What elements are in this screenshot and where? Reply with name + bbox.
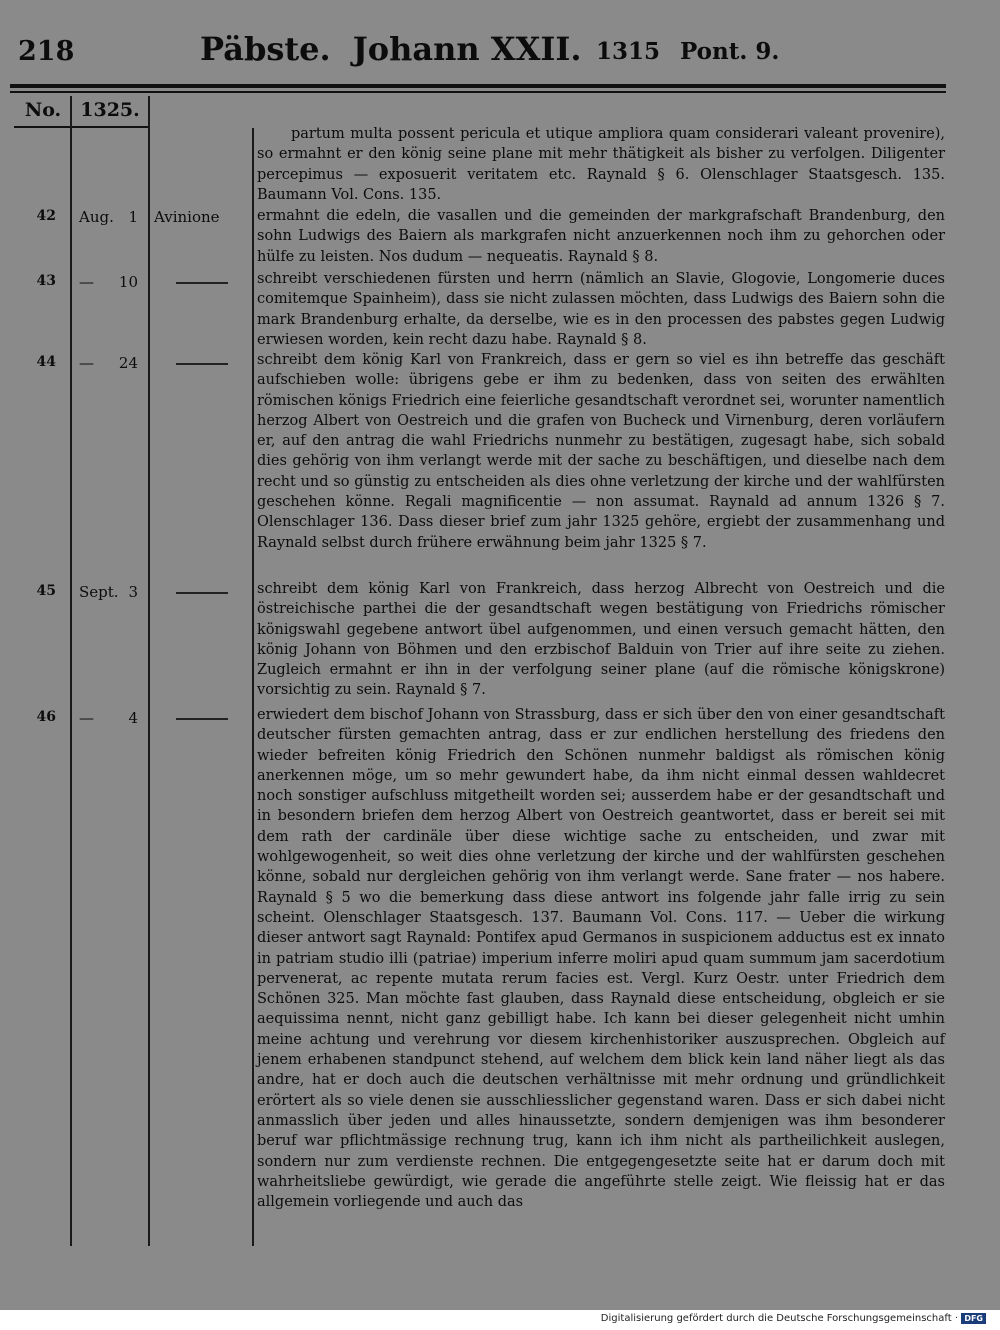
title-part-popes: Päbste. [200, 30, 331, 68]
entry-month: Sept. [79, 583, 119, 601]
page-header [0, 28, 1000, 78]
entry-text: schreibt verschiedenen fürsten und herrn (nämlich an Slavie, Glogovie, Longomerie duces comitemque Spainheim), dass sie nicht zulassen möchten, dass Ludwigs des Baiern sohn die mark Brandenburg erhalte, da derselbe, wie es in den processen des pabstes gegen Ludwig erwiesen worden, kein recht dazu habe. Raynald § 8. [257, 271, 945, 348]
entry-month: — [79, 709, 94, 727]
column-divider-date [148, 96, 150, 1246]
column-divider-place [252, 128, 254, 1246]
entry-month: — [79, 273, 94, 291]
entry-text: erwiedert dem bischof Johann von Strassburg, dass er sich über den von einer gesandtschaft deutscher fürsten gemachten antrag, dass er zur endlichen herstellung des friedens den wieder befreiten könig Friedrich den Schönen nunmehr baldigst als römischen könig anerkennen möge, um so mehr gewundert habe, da ihm nicht einmal dessen wahldecret noch sonstiger aufschluss mitgetheilt worden sei; ausserdem habe er der gesandtschaft und in besondern briefen dem herzog Albert von Oestreich geantwortet, dass er bereit sei mit dem rath der cardinäle über diese wichtige sache zu entscheiden, und zwar mit wohlgewogenheit, so weit dies ohne verletzung der kirche und der wahlfürsten geschehen könne, sobald nur dergleichen gehörig von ihm verlangt werde. Sane frater — nos habere. Raynald § 5 wo die bemerkung dass diese antwort ins folgende jahr falle irrig zu sein scheint. Olenschlager Staatsgesch. 137. Baumann Vol. Cons. 117. — Ueber die wirkung dieser antwort sagt Raynald: Pontifex apud Germanos in suspicionem adductus est ex innato in patriam studio illi (patriae) imperium inferre moliri apud quam summum jam sacerdotium pervenerat, ac repente mutata rerum facies est. Vergl. Kurz Oestr. unter Friedrich dem Schönen 325. Man möchte fast glauben, dass Raynald diese entscheidung, obgleich er sie aequissima nennt, nicht ganz gebilligt habe. Ich kann bei dieser gelegenheit nicht umhin meine achtung und verehrung vor diesem kirchenhistoriker auszusprechen. Obgleich auf jenem erhabenen standpunct stehend, auf welchem dem blick kein land näher liegt als das andre, hat er doch auch die deutschen verhältnisse mit mehr ordnung und gründlichkeit erörtert als so viele denen sie ausschliesslicher gegenstand waren. Dass er sich dabei nicht anmasslich über jeden und alles hinaussetzte, sondern demjenigen was ihm besonderer beruf war pflichtmässige rechnung trug, kann ich ihm nicht als partheilichkeit auslegen, sondern nur zum verdienste rechnen. Die entgegengesetzte seite hat er darum doch mit wahrheitsliebe gewürdigt, wie gerade die angeführte stelle zeigt. Wie fleissig hat er das allgemein vorliegende und auch das [257, 707, 945, 1211]
entry-text: schreibt dem könig Karl von Frankreich, dass er gern so viel es ihn betreffe das geschäft aufschieben wolle: übrigens gebe er ihm zu bedenken, dass von seiten des erwählten römischen königs Friedrich eine feierliche gesandtschaft verordnet sei, worunter namentlich herzog Albert von Oestreich und die grafen von Bucheck und Virnenburg, deren vorläufern er, auf den antrag die wahl Friedrichs nunmehr zu bestätigen, zugesagt habe, sich sobald dies gehörig von ihm verlangt werde mit der sache zu beschäftigen, und dieselbe nach dem recht und so günstig zu entscheiden als dies ohne verletzung der kirche und der wahlfürsten geschehen könne. Regali magnificentie — non assumat. Raynald ad annum 1326 § 7. Olenschlager 136. Dass dieser brief zum jahr 1325 gehöre, ergiebt der zusammenhang und Raynald selbst durch frühere erwähnung beim jahr 1325 § 7. [257, 352, 945, 551]
ditto-rule [176, 282, 228, 284]
entry-day: 24 [118, 354, 138, 372]
funding-credit: Digitalisierung gefördert durch die Deutsche Forschungsgemeinschaft · [600, 1313, 958, 1324]
entry-place-ditto [154, 354, 250, 365]
entry-number: 42 [36, 208, 56, 224]
ditto-rule [176, 592, 228, 594]
page-number: 218 [18, 36, 75, 67]
header-underline-year [72, 126, 148, 128]
header-rule-thick [10, 84, 946, 88]
entry-number: 45 [36, 583, 56, 599]
continuation-text: partum multa possent pericula et utique ampliora quam considerari valeant provenire), so ermahnt er den könig seine plane mit mehr thätigkeit als bisher zu verfolgen. Diligenter percepimus — exposuerit veritatem etc. Raynald § 6. Olenschlager Staatsgesch. 135. Baumann Vol. Cons. 135. [257, 126, 945, 203]
entry-day: 1 [128, 208, 138, 226]
ditto-rule [176, 718, 228, 720]
entry-day: 3 [128, 583, 138, 601]
header-underline-no [14, 126, 70, 128]
column-divider-no [70, 96, 72, 1246]
header-rule-thin [10, 91, 946, 93]
entry-text: schreibt dem könig Karl von Frankreich, dass herzog Albrecht von Oestreich und die östreichische parthei die der gesandtschaft wegen bestätigung von Friedrichs römischer königswahl gegebene antwort übel aufgenommen, und einen versuch gemacht hätten, den könig Johann von Böhmen und den erzbischof Balduin von Trier auf ihre seite zu ziehen. Zugleich ermahnt er ihn in der verfolgung seiner plane (auf die römische königskrone) vorsichtig zu sein. Raynald § 7. [257, 581, 945, 699]
entry-number: 46 [36, 709, 56, 725]
entry-place-ditto [154, 273, 250, 284]
entry-month: Aug. [79, 208, 114, 226]
entry-place-ditto [154, 709, 250, 720]
column-header-no: No. [24, 99, 62, 121]
running-title [200, 30, 582, 68]
header-year: 1315 [596, 38, 661, 65]
title-part-pope-name: Johann XXII. [352, 30, 582, 68]
entry-month: — [79, 354, 94, 372]
column-header-year: 1325. [80, 99, 140, 121]
header-pontificate: Pont. 9. [680, 38, 780, 65]
entry-number: 43 [36, 273, 56, 289]
page-footer [0, 1310, 1000, 1330]
entry-place: Avinione [154, 208, 220, 226]
entry-day: 10 [118, 273, 138, 291]
entry-text: ermahnt die edeln, die vasallen und die gemeinden der markgrafschaft Brandenburg, den sohn Ludwigs des Baiern als markgrafen nicht anzuerkennen noch ihm zu gehorchen oder hülfe zu leisten. Nos dudum — nequeatis. Raynald § 8. [257, 208, 945, 265]
entry-place-ditto [154, 583, 250, 594]
entry-number: 44 [36, 354, 56, 370]
dfg-logo: DFG [961, 1313, 986, 1324]
entry-day: 4 [128, 709, 138, 727]
ditto-rule [176, 363, 228, 365]
